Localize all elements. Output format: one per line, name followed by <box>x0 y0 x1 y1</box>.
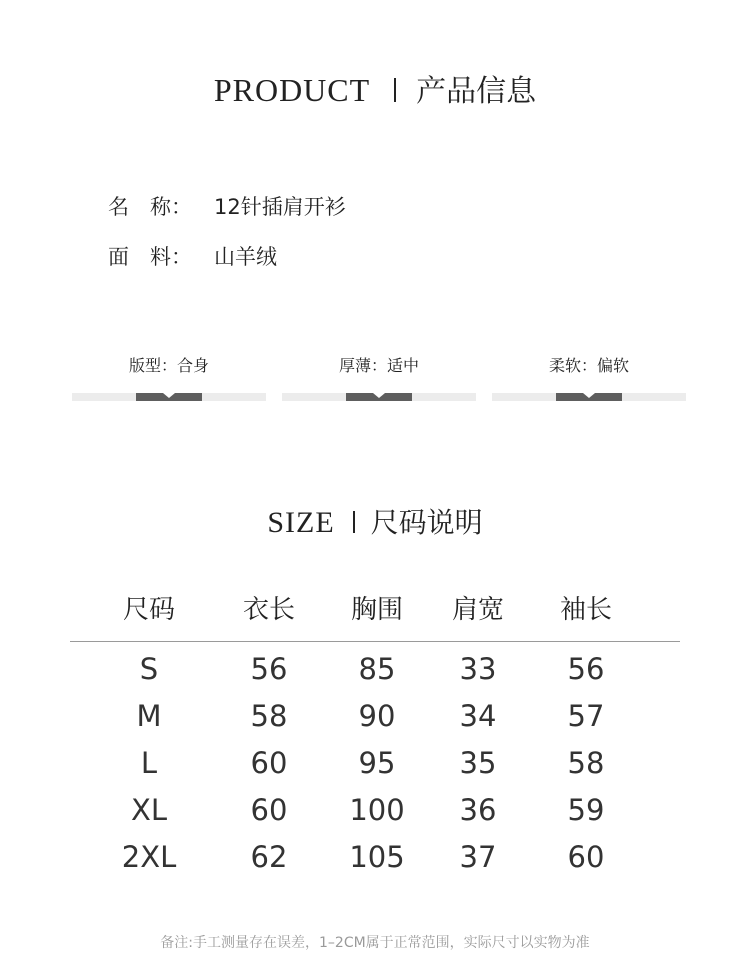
product-section-title <box>0 70 750 112</box>
product-name-value: 12针插肩开衫 <box>214 195 346 219</box>
attribute-fit-label: 版型： <box>128 356 177 375</box>
attribute-thickness <box>282 355 476 401</box>
product-name-label: 名 称： <box>108 195 192 219</box>
length-cell: 58 <box>250 699 288 733</box>
product-fabric-label: 面 料： <box>108 245 192 269</box>
size-cell: S <box>139 652 159 686</box>
shoulder-cell: 33 <box>459 652 497 686</box>
size-title-en: SIZE <box>267 506 335 539</box>
size-cell: M <box>136 699 162 733</box>
size-title-zh: 尺码说明 <box>370 506 483 539</box>
header-sleeve: 袖长 <box>559 595 612 625</box>
size-table-header <box>70 590 680 638</box>
bust-cell: 95 <box>358 746 396 780</box>
product-title-en: PRODUCT <box>213 72 371 108</box>
table-row <box>70 646 680 693</box>
shoulder-cell: 35 <box>459 746 497 780</box>
sleeve-cell: 59 <box>567 793 605 827</box>
sleeve-cell: 60 <box>567 840 605 874</box>
attribute-thickness-track <box>282 393 476 401</box>
size-cell: 2XL <box>121 840 177 874</box>
attribute-fit <box>72 355 266 401</box>
attribute-softness <box>492 355 686 401</box>
sleeve-cell: 57 <box>567 699 605 733</box>
size-cell: XL <box>130 793 168 827</box>
header-length: 衣长 <box>242 595 295 625</box>
table-row <box>70 740 680 787</box>
size-cell: L <box>140 746 158 780</box>
table-row <box>70 834 680 881</box>
attribute-softness-value: 偏软 <box>597 356 630 375</box>
length-cell: 60 <box>250 746 288 780</box>
header-size: 尺码 <box>122 595 175 625</box>
attribute-softness-text <box>492 355 686 377</box>
attribute-thickness-label: 厚薄： <box>338 356 387 375</box>
attribute-fit-value: 合身 <box>177 356 210 375</box>
bust-cell: 90 <box>358 699 396 733</box>
attribute-fit-track <box>72 393 266 401</box>
table-row <box>70 693 680 740</box>
attribute-thickness-value: 适中 <box>387 356 420 375</box>
product-fabric-row <box>108 243 277 271</box>
length-cell: 56 <box>250 652 288 686</box>
sleeve-cell: 56 <box>567 652 605 686</box>
attribute-thickness-text <box>282 355 476 377</box>
shoulder-cell: 37 <box>459 840 497 874</box>
attribute-fit-notch <box>163 393 175 398</box>
attribute-fit-text <box>72 355 266 377</box>
attribute-softness-label: 柔软： <box>548 356 597 375</box>
length-cell: 60 <box>250 793 288 827</box>
sleeve-cell: 58 <box>567 746 605 780</box>
size-section-title <box>0 503 750 543</box>
attribute-softness-track <box>492 393 686 401</box>
product-title-zh: 产品信息 <box>416 74 537 109</box>
product-fabric-value: 山羊绒 <box>214 245 277 269</box>
bust-cell: 85 <box>358 652 396 686</box>
attribute-thickness-notch <box>373 393 385 398</box>
header-bust: 胸围 <box>350 595 403 625</box>
bust-cell: 105 <box>349 840 405 874</box>
title-separator <box>394 78 396 102</box>
header-divider <box>70 641 680 642</box>
size-table <box>70 590 680 881</box>
attribute-softness-notch <box>583 393 595 398</box>
shoulder-cell: 36 <box>459 793 497 827</box>
bust-cell: 100 <box>349 793 405 827</box>
table-row <box>70 787 680 834</box>
product-name-row <box>108 193 346 221</box>
length-cell: 62 <box>250 840 288 874</box>
measurement-footnote: 备注:手工测量存在误差，1–2CM属于正常范围，实际尺寸以实物为准 <box>160 935 590 951</box>
header-shoulder: 肩宽 <box>451 595 504 625</box>
shoulder-cell: 34 <box>459 699 497 733</box>
title-separator <box>353 511 355 533</box>
